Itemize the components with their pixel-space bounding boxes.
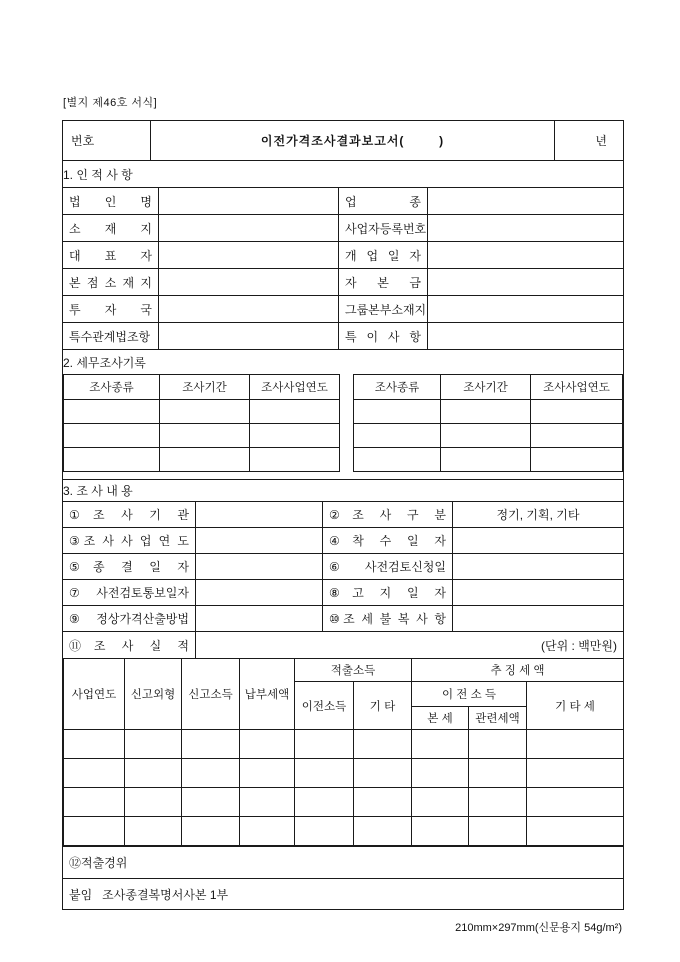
title-cell [151,121,554,160]
cell [295,759,354,788]
cell [125,759,182,788]
field-value [159,269,339,295]
cell [182,788,240,817]
section2-heading: 2. 세무조사기록 [63,355,146,370]
cell [412,730,469,759]
col-audit-type: 조사종류 [354,375,441,400]
cell [182,730,240,759]
audit-table-header [354,375,623,400]
field-label: 본 점 소 재 지 [63,269,159,295]
col-reported-revenue: 신고외형 [125,659,182,730]
detection-details-label: ⑫적출경위 [69,856,128,870]
field-value [159,242,339,268]
results-table-row [63,658,623,846]
cell [64,759,125,788]
cell [250,424,340,448]
field-label: ①조 사 기 관 [63,502,196,527]
cell [441,400,531,424]
cell [240,788,295,817]
cell [160,424,250,448]
cell [250,400,340,424]
cell [250,448,340,472]
cell [531,424,623,448]
cell [240,759,295,788]
s1-row [63,322,623,349]
field-value [196,528,323,553]
section2-heading-row [63,349,623,374]
cell [527,730,624,759]
field-label: ④착 수 일 자 [323,528,453,553]
col-paid-tax: 납부세액 [240,659,295,730]
s1-row [63,187,623,214]
col-transfer-income: 이전소득 [295,682,354,730]
cell [64,400,160,424]
number-cell [63,121,151,160]
cell [527,817,624,846]
attachment-row [63,878,623,909]
unit-note-cell [196,632,623,658]
cell [295,817,354,846]
cell [354,448,441,472]
field-value [159,215,339,241]
paper-spec-note: 210mm×297mm(신문용지 54g/m²) [455,922,622,934]
results-data-row [64,817,624,846]
audit-table-row [64,424,340,448]
col-other-tax: 기 타 세 [527,682,624,730]
audit-table-row [64,400,340,424]
attachment-cell [63,879,623,909]
section3-heading: 3. 조 사 내 용 [63,484,133,498]
field-label: 그룹본부소재지 [339,296,428,322]
field-value [159,188,339,214]
cell [531,448,623,472]
cell [354,424,441,448]
section1-heading-cell [63,161,623,187]
field-label: ⑨정상가격산출방법 [63,606,196,631]
section3-heading-row [63,479,623,501]
col-audit-period: 조사기간 [441,375,531,400]
cell [412,788,469,817]
audit-table-right [353,374,623,472]
audit-table-row [354,400,623,424]
cell [240,730,295,759]
field-label: 투 자 국 [63,296,159,322]
field-label: ⑦사전검토통보일자 [63,580,196,605]
colgroup-transfer-income: 이 전 소 득 [412,682,527,707]
form-title: 이전가격조사결과보고서( ) [260,134,445,148]
field-label: ⑧고 지 일 자 [323,580,453,605]
s3-row [63,605,623,631]
cell [354,759,412,788]
field-label: ⑤종 결 일 자 [63,554,196,579]
cell [354,400,441,424]
audit-table-header [64,375,340,400]
cell [160,448,250,472]
number-label: 번호 [71,134,95,148]
cell [125,817,182,846]
field-label: 자 본 금 [339,269,428,295]
unit-note: (단위 : 백만원) [541,638,617,653]
results-table [63,658,624,846]
cell [531,400,623,424]
attachment-note: 붙임 조사종결복명서사본 1부 [69,887,229,902]
field-value [428,323,623,349]
field-label: 법 인 명 [63,188,159,214]
form-note: [별지 제46호 서식] [63,97,158,109]
detection-details-cell [63,847,623,878]
cell [160,400,250,424]
cell [182,817,240,846]
audit-table-row [354,424,623,448]
cell [64,424,160,448]
col-audit-period: 조사기간 [160,375,250,400]
cell [469,817,527,846]
section1-heading-row [63,160,623,187]
s1-row [63,268,623,295]
col-other: 기 타 [354,682,412,730]
col-audit-year: 조사사업연도 [250,375,340,400]
cell [469,730,527,759]
cell [240,817,295,846]
col-business-year: 사업연도 [64,659,125,730]
year-label: 년 [595,134,607,148]
audit-record-tables [63,374,623,479]
cell [412,759,469,788]
section3-heading-cell [63,480,623,501]
field-value [428,188,623,214]
field-value: 정기, 기획, 기타 [496,508,580,522]
cell [64,788,125,817]
field-label: 사업자등록번호 [339,215,428,241]
field-label: ⑥사전검토신청일 [323,554,453,579]
cell [354,788,412,817]
field-value [428,269,623,295]
year-cell [554,121,623,160]
cell [295,788,354,817]
field-value [428,296,623,322]
field-value [196,606,323,631]
col-main-tax: 본 세 [412,707,469,730]
col-audit-type: 조사종류 [64,375,160,400]
field-label: 특수관계법조항 [63,323,159,349]
field-label: ③조 사 사 업 연 도 [63,528,196,553]
colgroup-detected-income: 적출소득 [295,659,412,682]
s1-row [63,295,623,322]
results-label: ⑪조 사 실 적 [69,638,189,653]
s3-row [63,501,623,527]
s3-row [63,579,623,605]
detection-details-row [63,846,623,878]
s1-row [63,214,623,241]
field-value [428,215,623,241]
audit-table-left [63,374,340,472]
field-value [159,323,339,349]
audit-table-row [64,448,340,472]
report-form-table [62,120,624,910]
cell [527,788,624,817]
field-label: 특 이 사 항 [339,323,428,349]
field-value [428,242,623,268]
s3-row [63,553,623,579]
field-label: ⑩조 세 불 복 사 항 [323,606,453,631]
col-related-tax: 관련세액 [469,707,527,730]
field-label: 소 재 지 [63,215,159,241]
field-value [453,580,623,605]
results-data-row [64,759,624,788]
cell [412,817,469,846]
results-label-cell [63,632,196,658]
audit-table-row [354,448,623,472]
cell [295,730,354,759]
title-row [63,121,623,160]
results-label-row [63,631,623,658]
results-data-row [64,730,624,759]
field-label: 대 표 자 [63,242,159,268]
cell [125,730,182,759]
results-header-row [64,659,624,682]
cell [354,730,412,759]
cell [64,448,160,472]
field-value [453,528,623,553]
cell [64,817,125,846]
field-value [196,580,323,605]
section1-heading: 1. 인 적 사 항 [63,167,133,182]
cell [469,788,527,817]
cell [125,788,182,817]
cell [441,424,531,448]
s3-row [63,527,623,553]
colgroup-levied-tax: 추 징 세 액 [412,659,624,682]
section2-heading-cell [63,350,623,374]
cell [64,730,125,759]
field-label: 개 업 일 자 [339,242,428,268]
field-value [196,502,323,527]
field-value [453,606,623,631]
field-label: 업 종 [339,188,428,214]
cell [469,759,527,788]
field-label: ②조 사 구 분 [323,502,453,527]
col-audit-year: 조사사업연도 [531,375,623,400]
cell [354,817,412,846]
s1-row [63,241,623,268]
cell [527,759,624,788]
cell [441,448,531,472]
field-value [453,554,623,579]
field-value [159,296,339,322]
col-reported-income: 신고소득 [182,659,240,730]
field-value [196,554,323,579]
results-data-row [64,788,624,817]
cell [182,759,240,788]
